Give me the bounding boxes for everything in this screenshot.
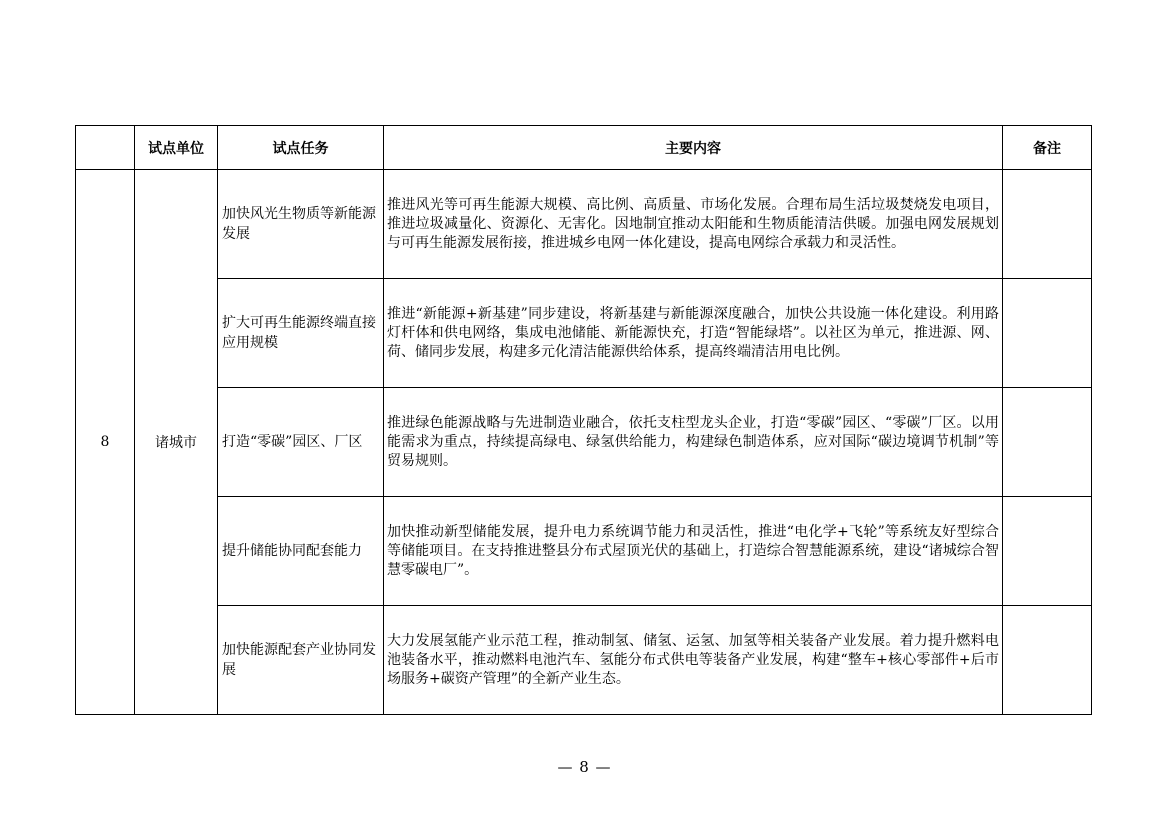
header-index — [76, 126, 135, 170]
table-row — [76, 497, 1092, 606]
page-number: — 8 — — [557, 758, 612, 776]
task-cell: 提升储能协同配套能力 — [218, 497, 384, 606]
table-row — [76, 170, 1092, 279]
task-cell: 扩大可再生能源终端直接应用规模 — [218, 279, 384, 388]
pilot-unit-cell: 诸城市 — [135, 170, 218, 715]
table-header-row — [76, 126, 1092, 170]
header-note: 备注 — [1003, 126, 1092, 170]
content-cell: 推进“新能源+新基建”同步建设，将新基建与新能源深度融合，加快公共设施一体化建设。利用路灯杆体和供电网络，集成电池储能、新能源快充，打造“智能绿塔”。以社区为单元，推进源、网、荷、储同步发展，构建多元化清洁能源供给体系，提高终端清洁用电比例。 — [384, 279, 1003, 388]
header-unit: 试点单位 — [135, 126, 218, 170]
table-row — [76, 279, 1092, 388]
note-cell — [1003, 170, 1092, 279]
table-row — [76, 388, 1092, 497]
note-cell — [1003, 497, 1092, 606]
content-cell: 推进绿色能源战略与先进制造业融合，依托支柱型龙头企业，打造“零碳”园区、“零碳”厂区。以用能需求为重点，持续提高绿电、绿氢供给能力，构建绿色制造体系，应对国际“碳边境调节机制”等贸易规则。 — [384, 388, 1003, 497]
note-cell — [1003, 388, 1092, 497]
task-cell: 加快风光生物质等新能源发展 — [218, 170, 384, 279]
pilot-task-table — [75, 125, 1092, 715]
content-cell: 加快推动新型储能发展，提升电力系统调节能力和灵活性，推进“电化学+飞轮”等系统友好型综合等储能项目。在支持推进整县分布式屋顶光伏的基础上，打造综合智慧能源系统，建设“诸城综合智慧零碳电厂”。 — [384, 497, 1003, 606]
pilot-task-table-container — [75, 125, 1091, 715]
content-cell: 推进风光等可再生能源大规模、高比例、高质量、市场化发展。合理布局生活垃圾焚烧发电项目，推进垃圾减量化、资源化、无害化。因地制宜推动太阳能和生物质能清洁供暖。加强电网发展规划与可再生能源发展衔接，推进城乡电网一体化建设，提高电网综合承载力和灵活性。 — [384, 170, 1003, 279]
task-cell: 加快能源配套产业协同发展 — [218, 606, 384, 715]
header-content: 主要内容 — [384, 126, 1003, 170]
header-task: 试点任务 — [218, 126, 384, 170]
note-cell — [1003, 279, 1092, 388]
note-cell — [1003, 606, 1092, 715]
content-cell: 大力发展氢能产业示范工程，推动制氢、储氢、运氢、加氢等相关装备产业发展。着力提升燃料电池装备水平，推动燃料电池汽车、氢能分布式供电等装备产业发展，构建“整车+核心零部件+后市场服务+碳资产管理”的全新产业生态。 — [384, 606, 1003, 715]
task-cell: 打造“零碳”园区、厂区 — [218, 388, 384, 497]
row-index-cell: 8 — [76, 170, 135, 715]
table-row — [76, 606, 1092, 715]
